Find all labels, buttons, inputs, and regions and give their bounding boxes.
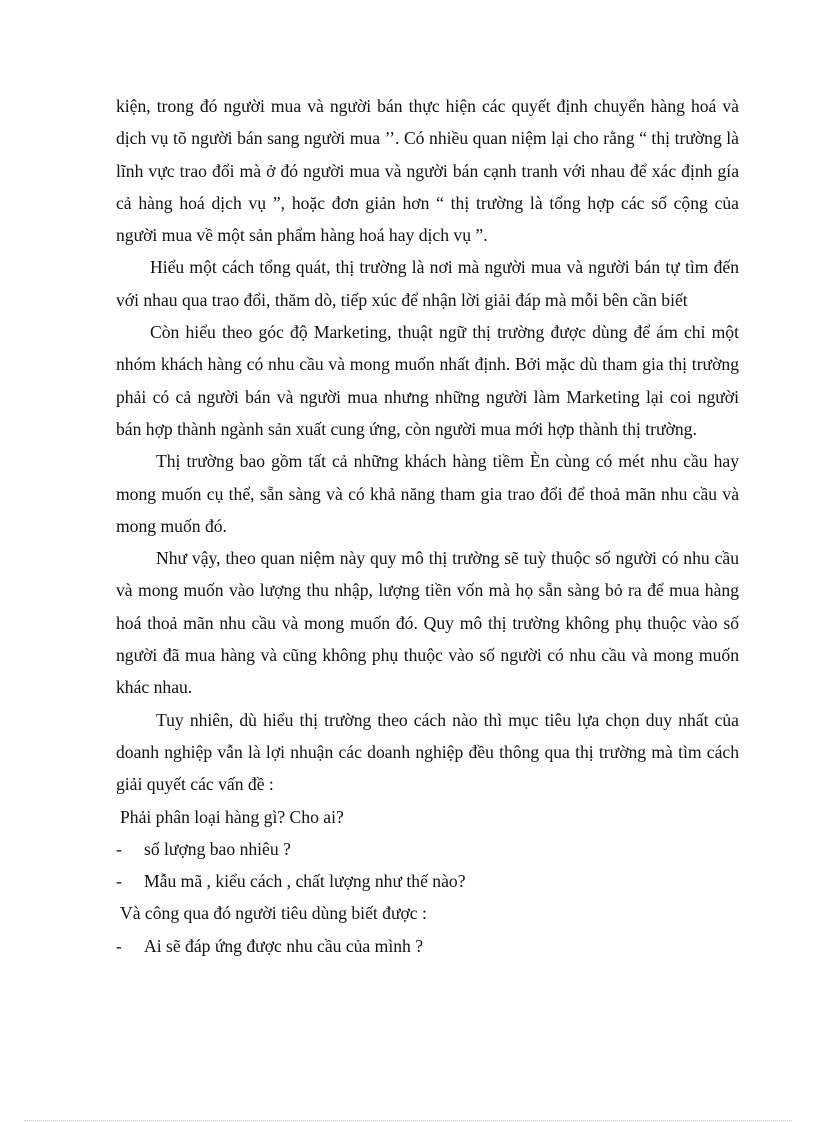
paragraph-marketing-view: Còn hiểu theo góc độ Marketing, thuật ngữ thị trường được dùng để ám chỉ một nhóm khách hàng có nhu cầu và mong muốn nhất định. Bởi mặc dù tham gia thị trường phải có cả người bán và người mua nhưng những người làm Marketing lại coi người bán hợp thành ngành sản xuất cung ứng, còn người mua mới hợp thành thị trường. bbox=[116, 322, 739, 439]
paragraph-business-goal: Tuy nhiên, dù hiểu thị trường theo cách nào thì mục tiêu lựa chọn duy nhất của doanh nghiệp vẫn là lợi nhuận các doanh nghiệp đều thông qua thị trường mà tìm cách giải quyết các vấn đề : bbox=[116, 709, 739, 795]
bullet-item bbox=[116, 833, 739, 865]
bullet-item bbox=[116, 930, 739, 962]
paragraph-market-definition-continued: kiện, trong đó người mua và người bán thực hiện các quyết định chuyển hàng hoá và dịch vụ tõ người bán sang người mua ’’. Có nhiều quan niệm lại cho rằng “ thị trường là lĩnh vực trao đổi mà ở đó người mua và người bán cạnh tranh với nhau để xác định gía cả hàng hoá dịch vụ ”, hoặc đơn giản hơn “ thị trường là tổng hợp các số cộng của người mua về một sản phẩm hàng hoá hay dịch vụ ”. bbox=[116, 96, 739, 246]
question-line-1: Phải phân loại hàng gì? Cho ai? bbox=[120, 806, 344, 827]
bullet-text-design-quality: Mẫu mã , kiểu cách , chất lượng như thế nào? bbox=[144, 871, 466, 892]
bullet-item bbox=[116, 865, 739, 897]
bullet-text-who-serves: Ai sẽ đáp ứng được nhu cầu của mình ? bbox=[144, 935, 424, 956]
bullet-dash: - bbox=[116, 871, 122, 892]
paragraph-market-scale: Như vậy, theo quan niệm này quy mô thị trường sẽ tuỳ thuộc số người có nhu cầu và mong muốn vào lượng thu nhập, lượng tiền vốn mà họ sẵn sàng bỏ ra để mua hàng hoá thoả mãn nhu cầu và mong muốn đó. Quy mô thị trường không phụ thuộc vào số người đã mua hàng và cũng không phụ thuộc vào số người có nhu cầu và mong muốn khác nhau. bbox=[116, 548, 739, 698]
bullet-dash: - bbox=[116, 838, 122, 859]
paragraph-market-includes: Thị trường bao gồm tất cả những khách hàng tiềm Èn cùng có mét nhu cầu hay mong muốn cụ thể, sẵn sàng và có khả năng tham gia trao đổi để thoả mãn nhu cầu và mong muốn đó. bbox=[116, 451, 739, 536]
paragraph-general-understanding: Hiểu một cách tổng quát, thị trường là nơi mà người mua và người bán tự tìm đến với nhau qua trao đổi, thăm dò, tiếp xúc để nhận lời giải đáp mà mỗi bên cần biết bbox=[116, 257, 739, 310]
bullet-dash: - bbox=[116, 935, 122, 956]
question-line-2: Và công qua đó người tiêu dùng biết được : bbox=[120, 903, 427, 924]
bullet-text-quantity: số lượng bao nhiêu ? bbox=[144, 838, 291, 859]
body-text bbox=[116, 90, 739, 962]
page-bottom-divider bbox=[24, 1120, 792, 1121]
